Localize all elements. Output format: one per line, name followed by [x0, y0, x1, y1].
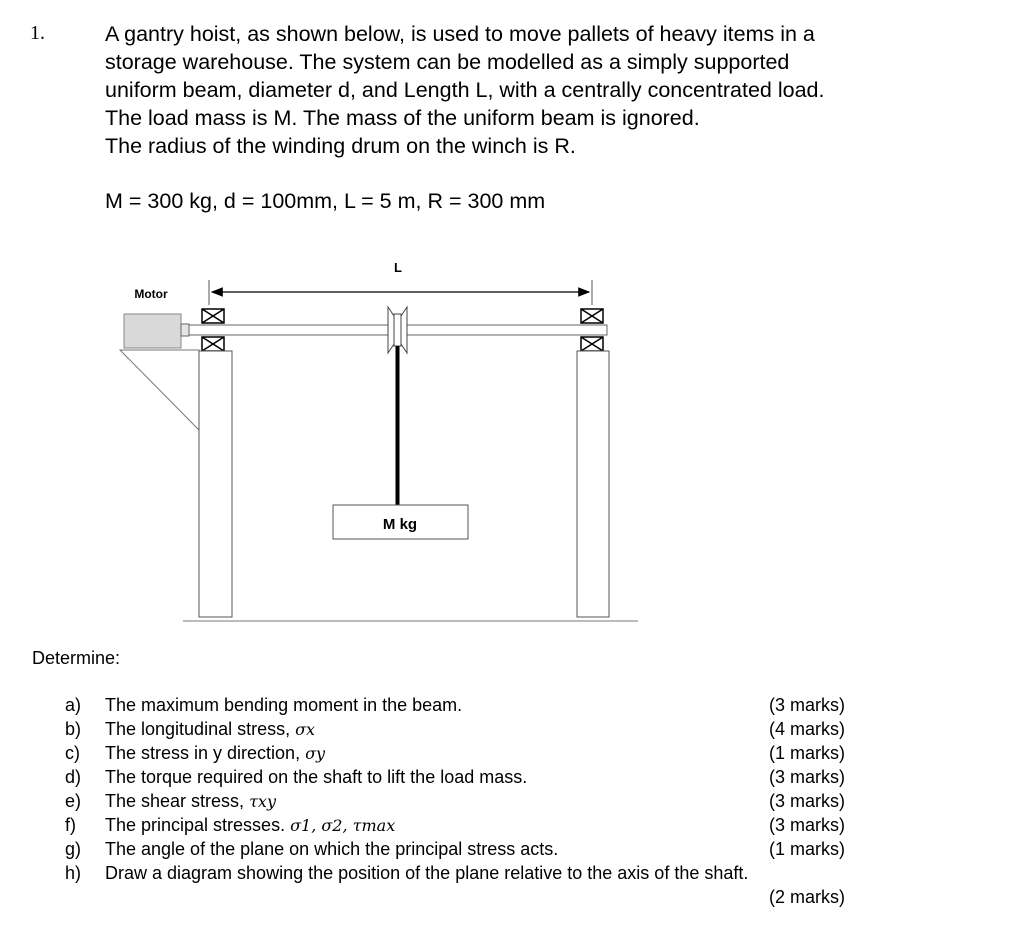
list-item [65, 741, 855, 765]
list-item [65, 837, 855, 861]
list-item [65, 789, 855, 813]
list-item [65, 861, 855, 885]
determine-heading: Determine: [32, 648, 121, 668]
part-marks: (2 marks) [769, 887, 845, 907]
part-marks: (3 marks) [769, 815, 845, 835]
left-column [199, 351, 232, 617]
part-text-wrapper [105, 741, 325, 766]
part-letter: c) [65, 743, 80, 763]
part-letter: f) [65, 815, 76, 835]
list-item [65, 765, 855, 789]
intro-line: storage warehouse. The system can be modelled as a simply supported [105, 50, 790, 74]
part-text-wrapper [105, 717, 315, 742]
list-item-marks-row [65, 885, 855, 909]
part-math: τxy [249, 792, 276, 811]
part-math: σy [305, 744, 326, 763]
part-text: The shear stress, [105, 791, 245, 811]
part-letter: h) [65, 863, 82, 883]
right-column [577, 351, 609, 617]
part-math: σx [295, 720, 316, 739]
intro-line: The radius of the winding drum on the winch is R. [105, 134, 576, 158]
part-marks: (3 marks) [769, 791, 845, 811]
part-text: The angle of the plane on which the principal stress acts. [105, 839, 559, 859]
part-text-wrapper [105, 789, 276, 814]
question-number: 1. [30, 22, 45, 44]
list-item [65, 717, 855, 741]
part-text: The principal stresses. [105, 815, 286, 835]
intro-line: uniform beam, diameter d, and Length L, with a centrally concentrated load. [105, 78, 825, 102]
length-label: L [394, 260, 402, 275]
part-marks: (3 marks) [769, 767, 845, 787]
part-letter: a) [65, 695, 82, 715]
list-item [65, 693, 855, 717]
part-marks: (4 marks) [769, 719, 845, 739]
given-values: M = 300 kg, d = 100mm, L = 5 m, R = 300 mm [105, 189, 546, 213]
part-letter: d) [65, 767, 82, 787]
motor-coupling [181, 324, 189, 336]
list-item [65, 813, 855, 837]
motor-bracket [120, 350, 199, 430]
part-text: The stress in y direction, [105, 743, 301, 763]
part-text: The longitudinal stress, [105, 719, 291, 739]
part-math: σ1, σ2, τmax [290, 816, 396, 835]
part-marks: (1 marks) [769, 743, 845, 763]
intro-line: A gantry hoist, as shown below, is used to move pallets of heavy items in a [105, 22, 815, 46]
part-text: Draw a diagram showing the position of the plane relative to the axis of the shaft. [105, 863, 749, 883]
intro-line: The load mass is M. The mass of the uniform beam is ignored. [105, 106, 700, 130]
question-parts-list [65, 693, 855, 909]
load-label: M kg [382, 516, 418, 533]
part-letter: g) [65, 839, 82, 859]
part-marks: (1 marks) [769, 839, 845, 859]
motor-body [124, 314, 181, 348]
motor-label: Motor [134, 287, 168, 301]
part-text: The torque required on the shaft to lift the load mass. [105, 767, 528, 787]
part-text-wrapper [105, 813, 395, 838]
part-marks: (3 marks) [769, 695, 845, 715]
part-letter: b) [65, 719, 82, 739]
part-letter: e) [65, 791, 82, 811]
part-text: The maximum bending moment in the beam. [105, 695, 463, 715]
